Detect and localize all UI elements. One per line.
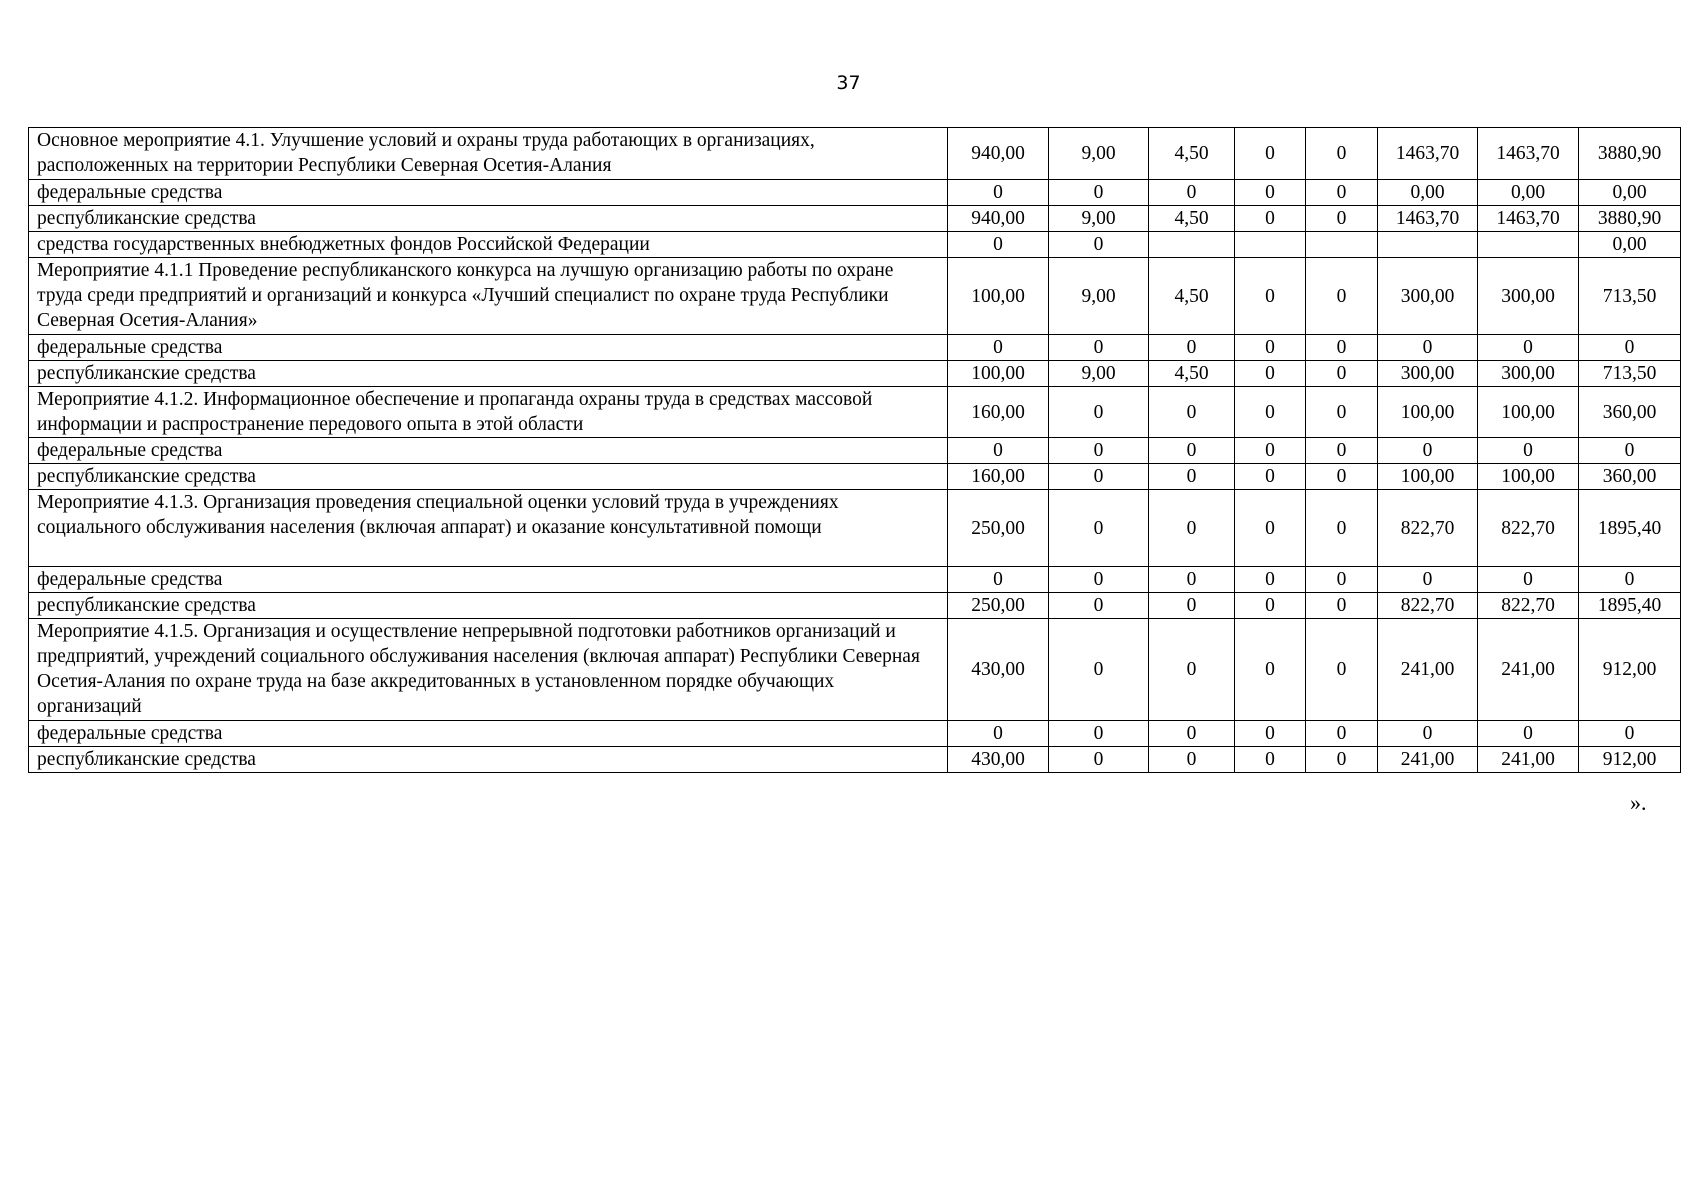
value-cell: 1463,70 bbox=[1478, 206, 1579, 232]
value-cell: 9,00 bbox=[1049, 206, 1149, 232]
value-cell: 0 bbox=[1149, 619, 1235, 721]
value-cell: 0 bbox=[1306, 593, 1378, 619]
value-cell: 0 bbox=[948, 721, 1049, 747]
value-cell: 0,00 bbox=[1378, 180, 1478, 206]
table-row bbox=[29, 232, 1681, 258]
row-label: республиканские средства bbox=[29, 747, 948, 773]
value-cell: 0 bbox=[1478, 335, 1579, 361]
value-cell: 0 bbox=[1049, 721, 1149, 747]
value-cell: 0 bbox=[1149, 464, 1235, 490]
value-cell: 0 bbox=[1235, 464, 1306, 490]
value-cell: 241,00 bbox=[1378, 619, 1478, 721]
value-cell: 822,70 bbox=[1478, 593, 1579, 619]
value-cell: 822,70 bbox=[1378, 593, 1478, 619]
row-label: Основное мероприятие 4.1. Улучшение условий и охраны труда работающих в организациях, расположенных на территории Республики Северная Осетия-Алания bbox=[29, 128, 948, 180]
value-cell: 0 bbox=[1579, 567, 1681, 593]
value-cell: 0 bbox=[1306, 128, 1378, 180]
value-cell: 713,50 bbox=[1579, 258, 1681, 335]
value-cell: 0,00 bbox=[1478, 180, 1579, 206]
value-cell: 100,00 bbox=[1478, 387, 1579, 438]
value-cell: 0 bbox=[1579, 721, 1681, 747]
table-row bbox=[29, 128, 1681, 180]
value-cell: 0 bbox=[1378, 335, 1478, 361]
table-row bbox=[29, 361, 1681, 387]
value-cell: 100,00 bbox=[1378, 464, 1478, 490]
funding-table-body bbox=[29, 128, 1681, 773]
value-cell: 0 bbox=[1235, 335, 1306, 361]
value-cell: 4,50 bbox=[1149, 128, 1235, 180]
value-cell bbox=[1235, 232, 1306, 258]
value-cell: 0 bbox=[1049, 593, 1149, 619]
value-cell: 250,00 bbox=[948, 593, 1049, 619]
row-label: средства государственных внебюджетных фондов Российской Федерации bbox=[29, 232, 948, 258]
row-label: Мероприятие 4.1.5. Организация и осуществление непрерывной подготовки работников организаций и предприятий, учреждений социального обслуживания населения (включая аппарат) Республики Северная Осетия-Алания по охране труда на базе аккредитованных в установленном порядке обучающих организаций bbox=[29, 619, 948, 721]
value-cell: 0 bbox=[1049, 747, 1149, 773]
closing-quote-mark: ». bbox=[1630, 790, 1647, 815]
value-cell: 912,00 bbox=[1579, 747, 1681, 773]
table-row bbox=[29, 593, 1681, 619]
value-cell: 241,00 bbox=[1378, 747, 1478, 773]
value-cell: 100,00 bbox=[1478, 464, 1579, 490]
value-cell: 0 bbox=[1306, 567, 1378, 593]
value-cell: 0 bbox=[1306, 206, 1378, 232]
value-cell: 0 bbox=[1306, 747, 1378, 773]
table-row bbox=[29, 490, 1681, 567]
value-cell: 0 bbox=[948, 335, 1049, 361]
value-cell: 360,00 bbox=[1579, 464, 1681, 490]
row-label: федеральные средства bbox=[29, 180, 948, 206]
value-cell: 0 bbox=[1049, 438, 1149, 464]
value-cell: 713,50 bbox=[1579, 361, 1681, 387]
value-cell: 300,00 bbox=[1478, 361, 1579, 387]
value-cell: 0 bbox=[1306, 619, 1378, 721]
value-cell: 3880,90 bbox=[1579, 128, 1681, 180]
value-cell: 300,00 bbox=[1478, 258, 1579, 335]
value-cell: 4,50 bbox=[1149, 258, 1235, 335]
value-cell: 9,00 bbox=[1049, 258, 1149, 335]
table-row bbox=[29, 387, 1681, 438]
value-cell: 0 bbox=[1149, 567, 1235, 593]
value-cell: 0 bbox=[1378, 567, 1478, 593]
value-cell: 0 bbox=[1235, 721, 1306, 747]
value-cell: 0 bbox=[1149, 593, 1235, 619]
value-cell: 0 bbox=[1306, 438, 1378, 464]
value-cell: 4,50 bbox=[1149, 206, 1235, 232]
value-cell: 100,00 bbox=[1378, 387, 1478, 438]
value-cell: 0 bbox=[1378, 438, 1478, 464]
value-cell: 0 bbox=[1235, 490, 1306, 567]
value-cell: 0 bbox=[1149, 747, 1235, 773]
value-cell: 300,00 bbox=[1378, 361, 1478, 387]
value-cell: 430,00 bbox=[948, 619, 1049, 721]
value-cell: 1463,70 bbox=[1378, 128, 1478, 180]
value-cell: 0 bbox=[1579, 438, 1681, 464]
value-cell: 4,50 bbox=[1149, 361, 1235, 387]
value-cell: 0 bbox=[948, 180, 1049, 206]
value-cell bbox=[1478, 232, 1579, 258]
value-cell: 0 bbox=[1235, 206, 1306, 232]
value-cell: 0 bbox=[1149, 490, 1235, 567]
value-cell: 250,00 bbox=[948, 490, 1049, 567]
table-row bbox=[29, 258, 1681, 335]
value-cell: 100,00 bbox=[948, 361, 1049, 387]
table-row bbox=[29, 206, 1681, 232]
value-cell: 0 bbox=[1235, 387, 1306, 438]
value-cell bbox=[1378, 232, 1478, 258]
value-cell: 0 bbox=[1149, 721, 1235, 747]
table-row bbox=[29, 180, 1681, 206]
value-cell: 0 bbox=[1306, 258, 1378, 335]
value-cell: 100,00 bbox=[948, 258, 1049, 335]
value-cell: 0 bbox=[1149, 180, 1235, 206]
value-cell: 0 bbox=[1478, 567, 1579, 593]
value-cell: 0 bbox=[1478, 438, 1579, 464]
value-cell: 0 bbox=[1049, 232, 1149, 258]
value-cell: 0 bbox=[1235, 593, 1306, 619]
value-cell: 430,00 bbox=[948, 747, 1049, 773]
value-cell: 0 bbox=[1579, 335, 1681, 361]
value-cell bbox=[1306, 232, 1378, 258]
row-label: Мероприятие 4.1.3. Организация проведения специальной оценки условий труда в учреждениях социального обслуживания населения (включая аппарат) и оказание консультативной помощи bbox=[29, 490, 948, 567]
value-cell bbox=[1149, 232, 1235, 258]
table-row bbox=[29, 335, 1681, 361]
value-cell: 0 bbox=[1149, 387, 1235, 438]
value-cell: 0 bbox=[1306, 387, 1378, 438]
row-label: Мероприятие 4.1.1 Проведение республиканского конкурса на лучшую организацию работы по охране труда среди предприятий и организаций и конкурса «Лучший специалист по охране труда Республики Северная Осетия-Алания» bbox=[29, 258, 948, 335]
value-cell: 0 bbox=[1306, 361, 1378, 387]
page-number: 37 bbox=[836, 72, 861, 94]
value-cell: 1463,70 bbox=[1378, 206, 1478, 232]
value-cell: 912,00 bbox=[1579, 619, 1681, 721]
value-cell: 1463,70 bbox=[1478, 128, 1579, 180]
value-cell: 160,00 bbox=[948, 387, 1049, 438]
value-cell: 0 bbox=[948, 232, 1049, 258]
row-label: федеральные средства bbox=[29, 438, 948, 464]
value-cell: 822,70 bbox=[1378, 490, 1478, 567]
row-label: республиканские средства bbox=[29, 206, 948, 232]
value-cell: 0 bbox=[1306, 490, 1378, 567]
value-cell: 0 bbox=[1235, 361, 1306, 387]
table-row bbox=[29, 464, 1681, 490]
value-cell: 822,70 bbox=[1478, 490, 1579, 567]
value-cell: 0 bbox=[1378, 721, 1478, 747]
value-cell: 0 bbox=[948, 567, 1049, 593]
table-row bbox=[29, 747, 1681, 773]
value-cell: 0 bbox=[1049, 464, 1149, 490]
value-cell: 0,00 bbox=[1579, 232, 1681, 258]
value-cell: 0 bbox=[948, 438, 1049, 464]
value-cell: 1895,40 bbox=[1579, 593, 1681, 619]
value-cell: 0 bbox=[1049, 567, 1149, 593]
value-cell: 160,00 bbox=[948, 464, 1049, 490]
table-row bbox=[29, 567, 1681, 593]
value-cell: 0 bbox=[1049, 335, 1149, 361]
value-cell: 0,00 bbox=[1579, 180, 1681, 206]
value-cell: 0 bbox=[1235, 180, 1306, 206]
value-cell: 1895,40 bbox=[1579, 490, 1681, 567]
funding-table bbox=[28, 127, 1681, 773]
row-label: федеральные средства bbox=[29, 721, 948, 747]
value-cell: 0 bbox=[1235, 619, 1306, 721]
value-cell: 9,00 bbox=[1049, 128, 1149, 180]
value-cell: 360,00 bbox=[1579, 387, 1681, 438]
row-label: республиканские средства bbox=[29, 361, 948, 387]
value-cell: 0 bbox=[1235, 747, 1306, 773]
table-row bbox=[29, 438, 1681, 464]
value-cell: 300,00 bbox=[1378, 258, 1478, 335]
row-label: Мероприятие 4.1.2. Информационное обеспечение и пропаганда охраны труда в средствах массовой информации и распространение передового опыта в этой области bbox=[29, 387, 948, 438]
row-label: федеральные средства bbox=[29, 335, 948, 361]
value-cell: 940,00 bbox=[948, 206, 1049, 232]
value-cell: 9,00 bbox=[1049, 361, 1149, 387]
value-cell: 241,00 bbox=[1478, 747, 1579, 773]
row-label: республиканские средства bbox=[29, 593, 948, 619]
value-cell: 0 bbox=[1235, 258, 1306, 335]
value-cell: 0 bbox=[1149, 335, 1235, 361]
value-cell: 0 bbox=[1306, 180, 1378, 206]
value-cell: 0 bbox=[1149, 438, 1235, 464]
value-cell: 0 bbox=[1306, 464, 1378, 490]
row-label: республиканские средства bbox=[29, 464, 948, 490]
value-cell: 940,00 bbox=[948, 128, 1049, 180]
value-cell: 3880,90 bbox=[1579, 206, 1681, 232]
value-cell: 0 bbox=[1049, 387, 1149, 438]
row-label: федеральные средства bbox=[29, 567, 948, 593]
value-cell: 0 bbox=[1478, 721, 1579, 747]
value-cell: 241,00 bbox=[1478, 619, 1579, 721]
value-cell: 0 bbox=[1306, 721, 1378, 747]
value-cell: 0 bbox=[1235, 438, 1306, 464]
table-row bbox=[29, 619, 1681, 721]
value-cell: 0 bbox=[1235, 128, 1306, 180]
value-cell: 0 bbox=[1306, 335, 1378, 361]
table-row bbox=[29, 721, 1681, 747]
value-cell: 0 bbox=[1049, 180, 1149, 206]
value-cell: 0 bbox=[1049, 619, 1149, 721]
value-cell: 0 bbox=[1049, 490, 1149, 567]
value-cell: 0 bbox=[1235, 567, 1306, 593]
